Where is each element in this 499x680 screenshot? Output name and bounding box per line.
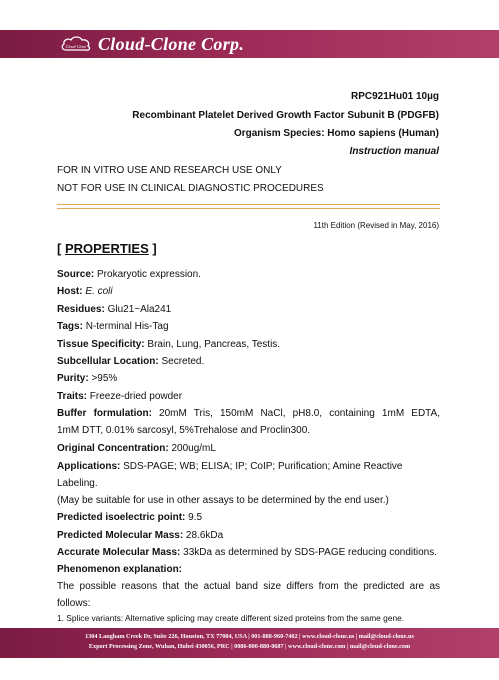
divider-bottom xyxy=(57,208,440,209)
prop-buffer: Buffer formulation: 20mM Tris, 150mM NaCl, pH8.0, containing 1mM EDTA, xyxy=(57,408,440,419)
document-type: Instruction manual xyxy=(349,146,439,157)
prop-concentration: Original Concentration: 200ug/mL xyxy=(57,443,216,454)
section-title xyxy=(57,241,157,256)
research-use-notice: FOR IN VITRO USE AND RESEARCH USE ONLY xyxy=(57,165,282,176)
prop-tags: Tags: N-terminal His-Tag xyxy=(57,321,169,332)
product-name: Recombinant Platelet Derived Growth Factor Subunit B (PDGFB) xyxy=(132,110,439,121)
prop-subcellular: Subcellular Location: Secreted. xyxy=(57,356,205,367)
brand-name: Cloud-Clone Corp. xyxy=(98,33,245,54)
divider-top xyxy=(57,204,440,205)
prop-purity: Purity: >95% xyxy=(57,373,118,384)
prop-buffer-cont: 1mM DTT, 0.01% sarcosyl, 5%Trehalose and Proclin300. xyxy=(57,425,311,436)
prop-applications-cont: Labeling. xyxy=(57,478,98,489)
cloud-logo-icon xyxy=(60,33,92,55)
footer-address-us: 1304 Langham Creek Dr, Suite 226, Houston, TX 77084, USA | 001-888-960-7402 | www.cloud-clone.us | mail@cloud-clone.us xyxy=(85,633,414,640)
prop-applications: Applications: SDS-PAGE; WB; ELISA; IP; CoIP; Purification; Amine Reactive xyxy=(57,461,403,472)
prop-host: Host: E. coli xyxy=(57,286,113,297)
footer-address-cn: Export Processing Zone, Wuhan, Hubei 430056, PRC | 0086-800-880-0687 | www.cloud-clone.com | mail@cloud-clone.com xyxy=(88,643,411,650)
prop-predicted-mass: Predicted Molecular Mass: 28.6kDa xyxy=(57,530,224,541)
svg-text:Cloud-Clone: Cloud-Clone xyxy=(65,44,87,49)
edition-note: 11th Edition (Revised in May, 2016) xyxy=(313,221,439,230)
prop-accurate-mass: Accurate Molecular Mass: 33kDa as determined by SDS-PAGE reducing conditions. xyxy=(57,547,438,558)
clinical-use-notice: NOT FOR USE IN CLINICAL DIAGNOSTIC PROCEDURES xyxy=(57,183,324,194)
phenomenon-text-cont: follows: xyxy=(57,598,91,609)
prop-residues: Residues: Glu21~Ala241 xyxy=(57,304,172,315)
bracket-close: ] xyxy=(148,241,157,256)
prop-isoelectric-point: Predicted isoelectric point: 9.5 xyxy=(57,512,203,523)
prop-tissue: Tissue Specificity: Brain, Lung, Pancreas, Testis. xyxy=(57,339,281,350)
bracket-open: [ xyxy=(57,241,65,256)
reason-splice-variants: 1. Splice variants: Alternative splicing may create different sized proteins from the same gene. xyxy=(57,613,405,623)
brand-logo xyxy=(60,32,244,56)
phenomenon-text: The possible reasons that the actual band size differs from the predicted are as xyxy=(57,581,440,592)
section-title-text: PROPERTIES xyxy=(64,241,149,256)
prop-phenomenon: Phenomenon explanation: xyxy=(57,564,183,575)
prop-source: Source: Prokaryotic expression. xyxy=(57,269,201,280)
catalog-number: RPC921Hu01 10µg xyxy=(350,91,439,102)
organism-species: Organism Species: Homo sapiens (Human) xyxy=(233,128,439,139)
prop-applications-note: (May be suitable for use in other assays to be determined by the end user.) xyxy=(57,495,389,506)
prop-traits: Traits: Freeze-dried powder xyxy=(57,391,183,402)
